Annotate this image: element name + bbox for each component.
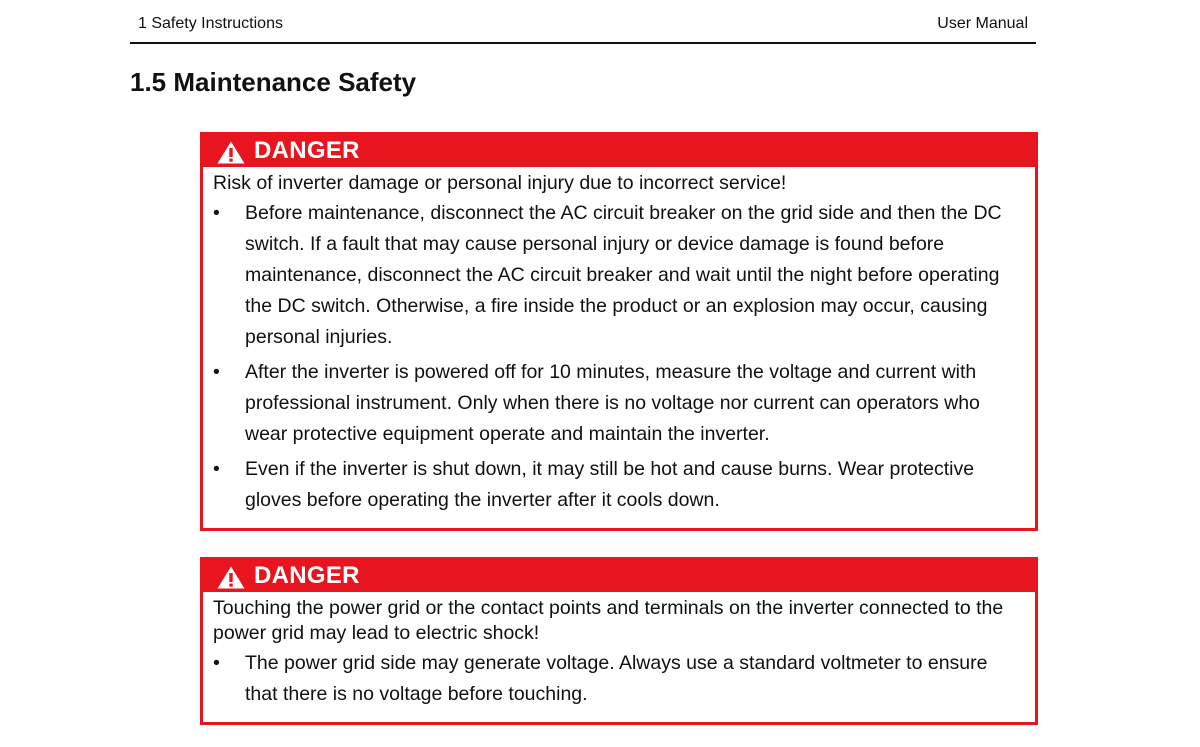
document-title: User Manual	[937, 15, 1028, 32]
list-item	[213, 198, 1023, 353]
section-title: 1.5 Maintenance Safety	[130, 67, 417, 97]
list-item-text: The power grid side may generate voltage. Always use a standard voltmeter to ensure that there is no voltage before touching.	[245, 652, 988, 705]
list-item	[213, 454, 1023, 516]
bullet: •	[213, 652, 220, 674]
danger-body	[203, 592, 1035, 722]
page-header	[130, 14, 1036, 44]
danger-box-electric-shock	[200, 557, 1038, 725]
danger-body	[203, 167, 1035, 528]
danger-header	[203, 135, 1035, 167]
warning-triangle-icon	[216, 565, 246, 590]
danger-label: DANGER	[254, 137, 360, 164]
danger-list	[213, 648, 1023, 710]
danger-box-incorrect-service	[200, 132, 1038, 531]
list-item	[213, 648, 1023, 710]
danger-header	[203, 560, 1035, 592]
list-item-text: Before maintenance, disconnect the AC circuit breaker on the grid side and then the DC switch. If a fault that may cause personal injury or device damage is found before maintenance, disconnect the AC circuit breaker and wait until the night before operating the DC switch. Otherwise, a fire inside the product or an explosion may occur, causing personal injuries.	[245, 202, 1002, 348]
danger-intro: Touching the power grid or the contact points and terminals on the inverter connected to the power grid may lead to electric shock!	[213, 597, 1004, 644]
list-item-text: Even if the inverter is shut down, it may still be hot and cause burns. Wear protective gloves before operating the inverter after it cools down.	[245, 458, 975, 511]
danger-label: DANGER	[254, 562, 360, 589]
bullet: •	[213, 361, 220, 383]
bullet: •	[213, 202, 220, 224]
bullet: •	[213, 458, 220, 480]
list-item-text: After the inverter is powered off for 10 minutes, measure the voltage and current with professional instrument. Only when there is no voltage nor current can operators who wear protective equipment operate and maintain the inverter.	[245, 361, 980, 445]
chapter-label: 1 Safety Instructions	[138, 15, 283, 32]
list-item	[213, 357, 1023, 450]
danger-list	[213, 198, 1023, 516]
danger-intro: Risk of inverter damage or personal injury due to incorrect service!	[213, 172, 787, 194]
warning-triangle-icon	[216, 140, 246, 165]
